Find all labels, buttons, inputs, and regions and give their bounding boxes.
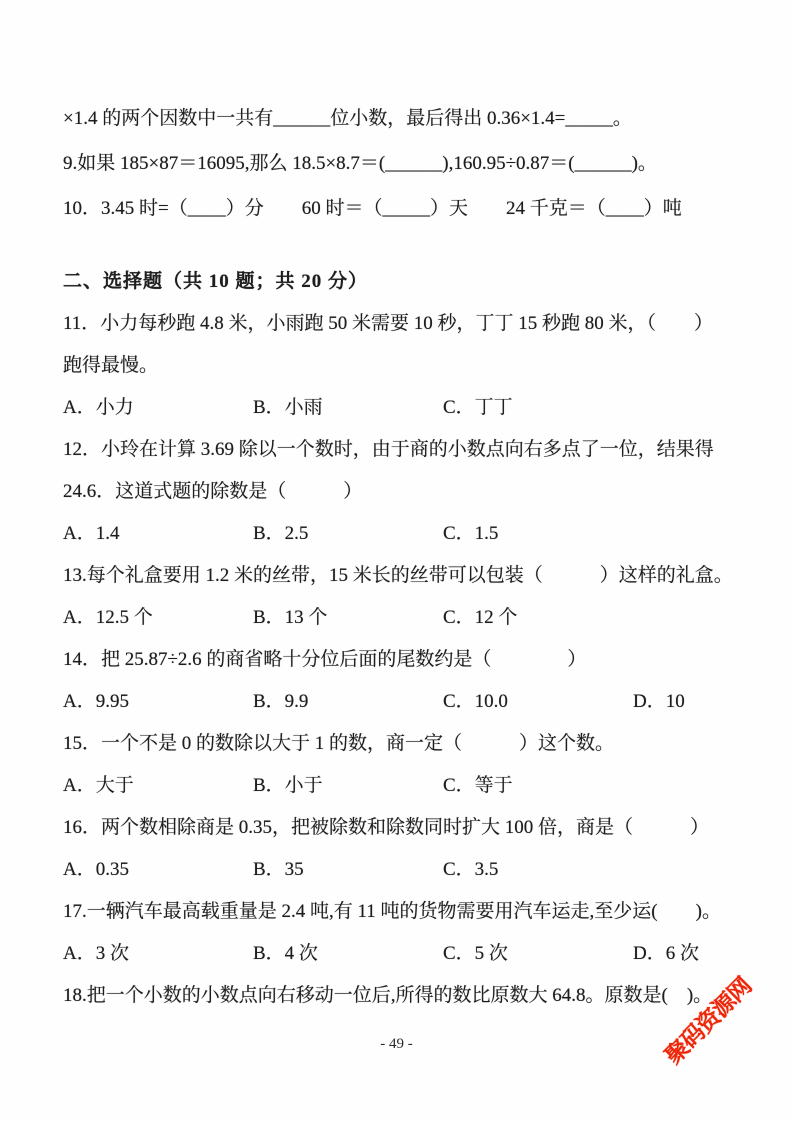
- option-item: A．0.35: [63, 859, 129, 880]
- option-item: A．3 次: [63, 943, 129, 964]
- question-line: 12．小玲在计算 3.69 除以一个数时，由于商的小数点向右多点了一位，结果得: [63, 439, 714, 460]
- question-line: 10．3.45 时=（____）分 60 时＝（_____）天 24 千克＝（____）吨: [63, 198, 682, 219]
- watermark-text: 聚码资源网: [660, 973, 757, 1069]
- options-row: [63, 681, 733, 723]
- question-line: 11．小力每秒跑 4.8 米，小雨跑 50 米需要 10 秒，丁丁 15 秒跑 80 米，（ ）: [63, 313, 714, 334]
- option-item: C．1.5: [443, 523, 499, 544]
- question-line: 14．把 25.87÷2.6 的商省略十分位后面的尾数约是（ ）: [63, 649, 587, 670]
- option-item: B．9.9: [253, 691, 309, 712]
- section-header: 二、选择题（共 10 题；共 20 分）: [63, 271, 369, 292]
- option-item: A．大于: [63, 775, 134, 796]
- option-item: B．小雨: [253, 397, 323, 418]
- option-item: C．丁丁: [443, 397, 513, 418]
- options-row: [63, 765, 733, 807]
- option-item: B．小于: [253, 775, 323, 796]
- options-row: [63, 933, 733, 975]
- question-line: ×1.4 的两个因数中一共有______位小数，最后得出 0.36×1.4=_____。: [63, 108, 632, 129]
- question-line: 18.把一个小数的小数点向右移动一位后,所得的数比原数大 64.8。原数是( )。: [63, 985, 713, 1006]
- option-item: B．2.5: [253, 523, 309, 544]
- option-item: C．3.5: [443, 859, 499, 880]
- question-line: 24.6．这道式题的除数是（ ）: [63, 481, 363, 502]
- option-item: A．小力: [63, 397, 134, 418]
- options-row: [63, 387, 733, 429]
- option-item: C．等于: [443, 775, 513, 796]
- question-line: 16．两个数相除商是 0.35，把被除数和除数同时扩大 100 倍，商是（ ）: [63, 817, 710, 838]
- option-item: B．13 个: [253, 607, 328, 628]
- option-item: D．10: [633, 691, 685, 712]
- options-row: [63, 597, 733, 639]
- option-item: D．6 次: [633, 943, 699, 964]
- option-item: C．5 次: [443, 943, 508, 964]
- question-line: 15．一个不是 0 的数除以大于 1 的数，商一定（ ）这个数。: [63, 733, 615, 754]
- question-line: 跑得最慢。: [63, 355, 159, 376]
- options-row: [63, 849, 733, 891]
- option-item: A．12.5 个: [63, 607, 153, 628]
- page-number: - 49 -: [380, 1036, 413, 1052]
- option-item: B．4 次: [253, 943, 318, 964]
- option-item: B．35: [253, 859, 304, 880]
- question-line: 17.一辆汽车最高载重量是 2.4 吨,有 11 吨的货物需要用汽车运走,至少运( )。: [63, 901, 721, 922]
- question-line: 9.如果 185×87＝16095,那么 18.5×8.7＝(______),160.95÷0.87＝(______)。: [63, 153, 657, 174]
- question-line: 13.每个礼盒要用 1.2 米的丝带，15 米长的丝带可以包装（ ）这样的礼盒。: [63, 565, 733, 586]
- option-item: C．12 个: [443, 607, 518, 628]
- option-item: A．9.95: [63, 691, 129, 712]
- options-row: [63, 513, 733, 555]
- option-item: A．1.4: [63, 523, 120, 544]
- option-item: C．10.0: [443, 691, 508, 712]
